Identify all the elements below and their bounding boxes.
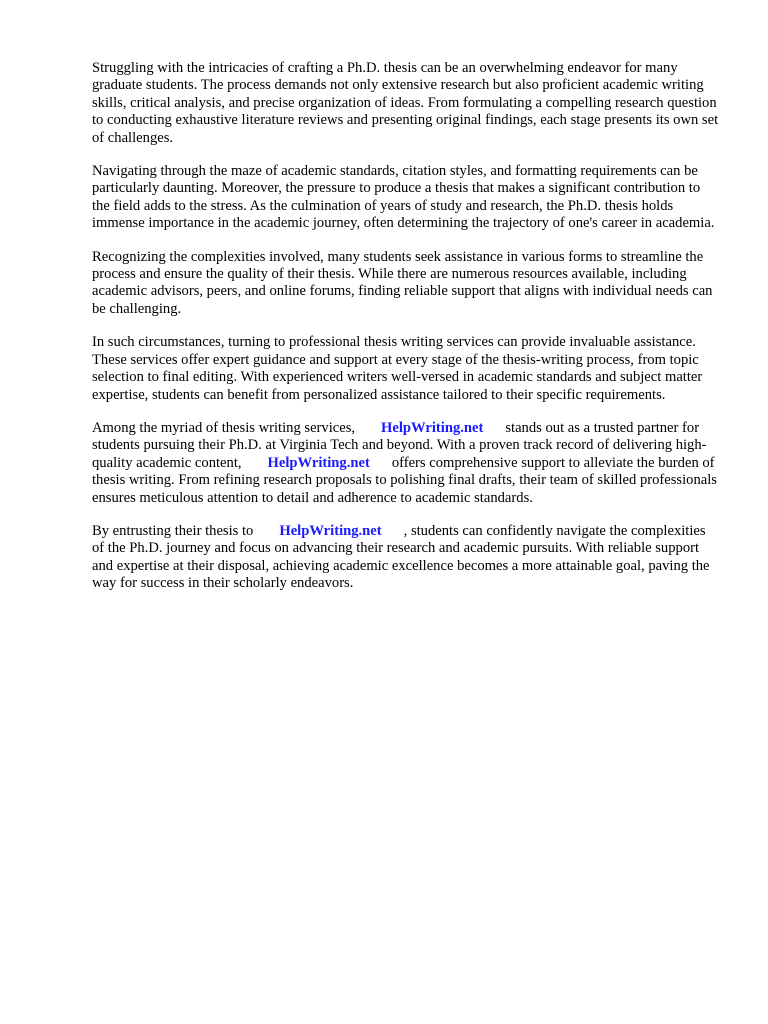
- paragraph-text: By entrusting their thesis to: [92, 522, 254, 539]
- paragraph-text: stands out as a trusted partner for students pursuing their Ph.D. at Virginia Tech and beyond. With a proven track record of delivering high-quality academic content,: [92, 419, 707, 471]
- helpwriting-link[interactable]: HelpWriting.net: [267, 454, 370, 471]
- paragraph-helpwriting: [92, 420, 720, 507]
- document-page: [92, 60, 720, 609]
- paragraph-conclusion: [92, 523, 720, 593]
- helpwriting-link[interactable]: HelpWriting.net: [279, 522, 382, 539]
- paragraph-text: , students can confidently navigate the complexities of the Ph.D. journey and focus on advancing their research and academic pursuits. With reliable support and expertise at their disposal, achieving academic excellence becomes a more attainable goal, paving the way for success in their scholarly endeavors.: [92, 522, 710, 592]
- paragraph-challenges: Navigating through the maze of academic standards, citation styles, and formatting requirements can be particularly daunting. Moreover, the pressure to produce a thesis that makes a significant contribution to the field adds to the stress. As the culmination of years of study and research, the Ph.D. thesis holds immense importance in the academic journey, often determining the trajectory of one's career in academia.: [92, 163, 715, 232]
- paragraph-text: Among the myriad of thesis writing services,: [92, 419, 356, 436]
- paragraph-text: offers comprehensive support to alleviate the burden of thesis writing. From refining research proposals to polishing final drafts, their team of skilled professionals ensures meticulous attention to detail and adherence to academic standards.: [92, 454, 717, 506]
- helpwriting-link[interactable]: HelpWriting.net: [381, 419, 484, 436]
- paragraph-assistance: Recognizing the complexities involved, many students seek assistance in various forms to streamline the process and ensure the quality of their thesis. While there are numerous resources available, including academic advisors, peers, and online forums, finding reliable support that aligns with individual needs can be challenging.: [92, 248, 713, 317]
- paragraph-services: In such circumstances, turning to professional thesis writing services can provide invaluable assistance. These services offer expert guidance and support at every stage of the thesis-writing process, from topic selection to final editing. With experienced writers well-versed in academic standards and subject matter expertise, students can benefit from personalized assistance tailored to their specific requirements.: [92, 334, 703, 403]
- paragraph-intro: Struggling with the intricacies of crafting a Ph.D. thesis can be an overwhelming endeavor for many graduate students. The process demands not only extensive research but also proficient academic writing skills, critical analysis, and precise organization of ideas. From formulating a compelling research question to conducting exhaustive literature reviews and presenting original findings, each stage presents its own set of challenges.: [92, 60, 719, 146]
